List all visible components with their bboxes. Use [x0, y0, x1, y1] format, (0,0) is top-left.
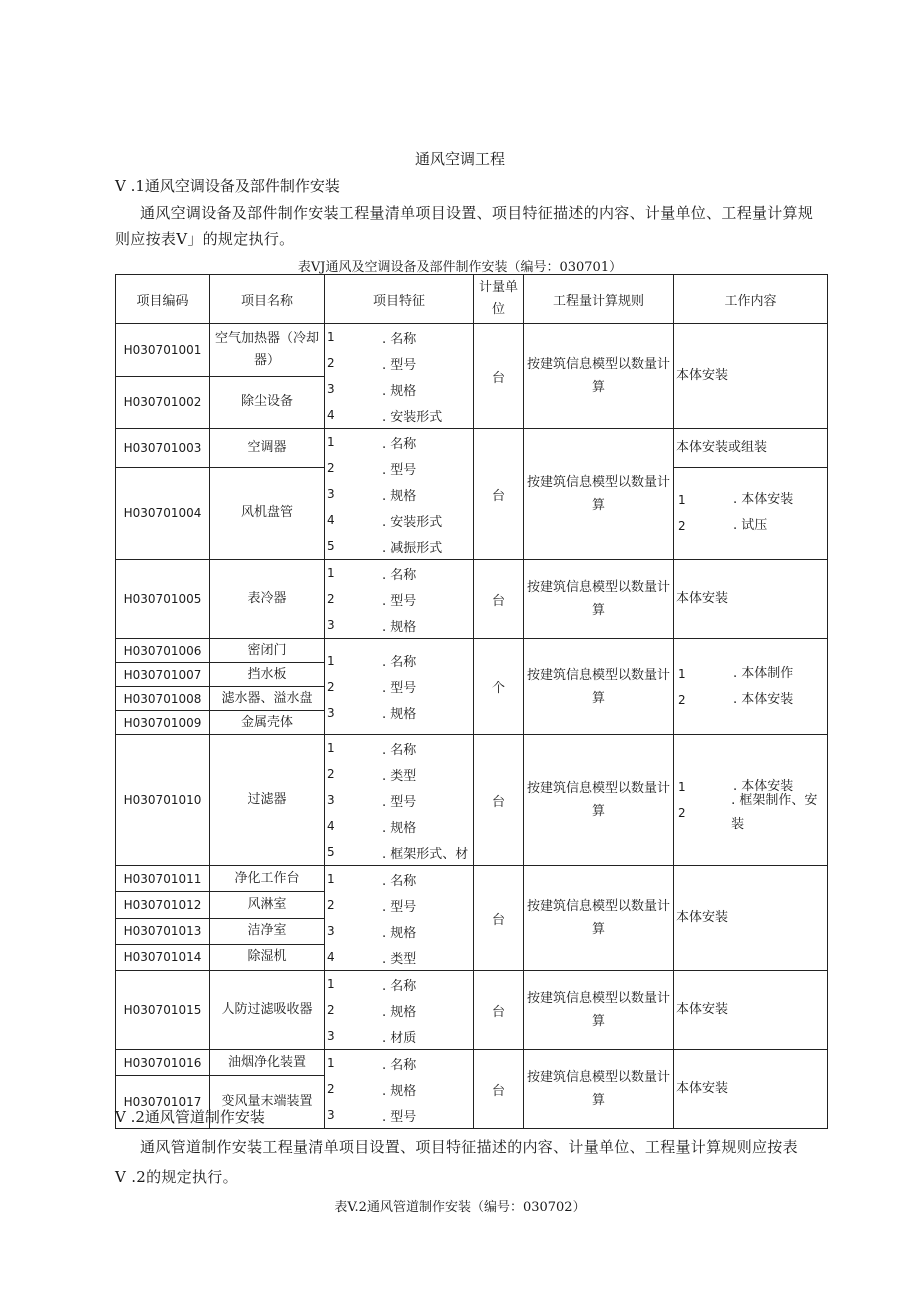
work-line [676, 793, 827, 832]
table1-caption: 表VJ通风及空调设备及部件制作安装（编号：030701） [297, 260, 623, 275]
feat-text: . 类型 [382, 951, 417, 967]
table-row [116, 429, 828, 468]
feat-line [325, 918, 473, 944]
item-work [674, 429, 828, 468]
work-text: . 本体安装 [733, 779, 794, 794]
feat-line [325, 1050, 473, 1076]
section2-heading: V .2通风管道制作安装 [115, 1108, 265, 1126]
feat-number: 4 [327, 513, 335, 527]
feat-number: 2 [327, 356, 335, 370]
work-text: 本体安装 [676, 591, 729, 606]
feat-text: . 规格 [382, 1083, 417, 1099]
section2-para-line2: V .2的规定执行。 [115, 1168, 238, 1186]
feat-text: . 名称 [382, 655, 417, 670]
feat-text: . 规格 [382, 488, 417, 504]
work-text: . 试压 [733, 518, 768, 534]
feat-text: . 名称 [382, 1057, 417, 1073]
item-name: 空调器 [210, 429, 325, 468]
item-code: H030701009 [116, 711, 210, 735]
feat-number: 2 [327, 1003, 335, 1017]
work-text: 本体安装 [676, 910, 729, 925]
table-row [116, 560, 828, 639]
feat-text: . 名称 [382, 436, 417, 452]
item-unit: 台 [474, 324, 524, 429]
feat-line [325, 735, 473, 761]
feat-text: . 名称 [382, 978, 417, 994]
feat-line [325, 1102, 473, 1128]
feat-line [325, 507, 473, 533]
work-text: 本体安装 [676, 1002, 729, 1017]
feat-number: 1 [327, 741, 335, 755]
header-code: 项目编码 [116, 275, 210, 324]
table-row [116, 866, 828, 892]
feat-line [325, 648, 473, 674]
feat-text: . 名称 [382, 873, 417, 889]
item-work [674, 971, 828, 1050]
item-features [325, 735, 474, 866]
feat-line [325, 376, 473, 402]
item-code: H030701016 [116, 1050, 210, 1076]
item-features [325, 560, 474, 639]
header-rule: 工程量计算规则 [524, 275, 674, 324]
work-text: 本体安装或组装 [676, 439, 768, 455]
work-number: 2 [678, 806, 686, 820]
item-work [674, 560, 828, 639]
item-code: H030701001 [116, 324, 210, 377]
item-work [674, 866, 828, 971]
feat-number: 2 [327, 592, 335, 606]
feat-line [325, 533, 473, 559]
feat-text: . 名称 [382, 331, 417, 347]
feat-line [325, 997, 473, 1023]
feat-line [325, 402, 473, 428]
item-name: 人防过滤吸收器 [210, 971, 325, 1050]
feat-number: 4 [327, 408, 335, 422]
feat-number: 4 [327, 819, 335, 833]
table-row [116, 971, 828, 1050]
item-features [325, 324, 474, 429]
item-name: 洁净室 [210, 918, 325, 944]
section1-heading: V .1通风空调设备及部件制作安装 [115, 177, 340, 195]
item-code: H030701013 [116, 918, 210, 944]
feat-number: 3 [327, 1029, 335, 1043]
feat-text: . 型号 [382, 899, 417, 915]
feat-line [325, 892, 473, 918]
item-work [674, 1050, 828, 1129]
feat-number: 1 [327, 872, 335, 886]
header-unit: 计量单 位 [474, 275, 524, 324]
feat-number: 2 [327, 679, 335, 694]
item-name: 净化工作台 [210, 866, 325, 892]
item-code: H030701004 [116, 467, 210, 559]
item-code: H030701012 [116, 892, 210, 918]
feat-line [325, 324, 473, 350]
item-code: H030701005 [116, 560, 210, 639]
feat-line [325, 429, 473, 455]
header-name: 项目名称 [210, 275, 325, 324]
item-code: H030701002 [116, 376, 210, 429]
feat-line [325, 761, 473, 787]
feat-line [325, 1023, 473, 1049]
feat-text: . 型号 [382, 794, 417, 810]
item-rule: 按建筑信息模型以数量计算 [524, 639, 674, 735]
item-work [674, 324, 828, 429]
item-unit: 台 [474, 735, 524, 866]
spec-table [115, 274, 828, 1129]
feat-number: 2 [327, 1082, 335, 1096]
feat-number: 3 [327, 382, 335, 396]
item-code: H030701006 [116, 639, 210, 663]
item-rule: 按建筑信息模型以数量计算 [524, 1050, 674, 1129]
item-rule: 按建筑信息模型以数量计算 [524, 429, 674, 560]
feat-text: . 框架形式、材 [382, 846, 469, 862]
work-number: 2 [678, 692, 686, 707]
item-name: 除尘设备 [210, 376, 325, 429]
feat-text: . 类型 [382, 768, 417, 784]
feat-line [325, 839, 473, 865]
item-unit: 台 [474, 866, 524, 971]
work-text: . 本体安装 [733, 492, 794, 508]
item-code: H030701008 [116, 687, 210, 711]
item-features [325, 1050, 474, 1129]
feat-text: . 型号 [382, 357, 417, 373]
item-rule: 按建筑信息模型以数量计算 [524, 324, 674, 429]
feat-text: . 名称 [382, 567, 417, 583]
feat-number: 1 [327, 435, 335, 449]
item-unit: 台 [474, 429, 524, 560]
feat-line [325, 350, 473, 376]
table-row [116, 1050, 828, 1076]
feat-number: 3 [327, 793, 335, 807]
feat-text: . 型号 [382, 681, 417, 696]
item-name: 表冷器 [210, 560, 325, 639]
feat-number: 1 [327, 653, 335, 668]
item-name: 过滤器 [210, 735, 325, 866]
table-row [116, 324, 828, 377]
item-name: 除湿机 [210, 944, 325, 970]
feat-line [325, 560, 473, 586]
work-line [676, 487, 827, 513]
feat-line [325, 813, 473, 839]
feat-text: . 型号 [382, 593, 417, 609]
work-text: . 本体制作 [733, 665, 794, 681]
item-name: 变风量末端装置 [210, 1076, 325, 1129]
work-line [676, 513, 827, 539]
feat-text: . 规格 [382, 383, 417, 399]
feat-number: 1 [327, 566, 335, 580]
item-name: 滤水器、溢水盘 [210, 687, 325, 711]
feat-number: 2 [327, 767, 335, 781]
work-line [676, 661, 827, 687]
feat-text: . 规格 [382, 820, 417, 836]
item-rule: 按建筑信息模型以数量计算 [524, 971, 674, 1050]
header-features: 项目特征 [325, 275, 474, 324]
feat-number: 5 [327, 539, 335, 553]
feat-line [325, 866, 473, 892]
section1-para-line1: 通风空调设备及部件制作安装工程量清单项目设置、项目特征描述的内容、计量单位、工程量计算规 [140, 204, 814, 222]
work-number: 1 [678, 666, 686, 681]
feat-line [325, 455, 473, 481]
work-number: 1 [678, 493, 686, 508]
item-features [325, 429, 474, 560]
work-text: 本体安装 [676, 368, 729, 383]
feat-line [325, 612, 473, 638]
work-text: . 本体安装 [733, 691, 794, 707]
feat-text: . 材质 [382, 1030, 417, 1046]
item-code: H030701014 [116, 944, 210, 970]
feat-text: . 规格 [382, 619, 417, 635]
item-unit: 台 [474, 1050, 524, 1129]
feat-number: 1 [327, 1056, 335, 1070]
feat-number: 3 [327, 618, 335, 632]
item-features [325, 971, 474, 1050]
item-name: 金属壳体 [210, 711, 325, 735]
table2-caption: 表V.2通风管道制作安装（编号：030702） [334, 1200, 586, 1215]
work-line [676, 687, 827, 713]
item-code: H030701010 [116, 735, 210, 866]
feat-text: . 安装形式 [382, 409, 443, 425]
feat-line [325, 1076, 473, 1102]
feat-number: 2 [327, 898, 335, 912]
item-unit: 台 [474, 560, 524, 639]
item-rule: 按建筑信息模型以数量计算 [524, 560, 674, 639]
item-features [325, 639, 474, 735]
table-row [116, 639, 828, 663]
header-work: 工作内容 [674, 275, 828, 324]
feat-text: . 规格 [382, 925, 417, 941]
feat-line [325, 787, 473, 813]
item-work [674, 467, 828, 559]
item-code: H030701011 [116, 866, 210, 892]
item-work [674, 639, 828, 735]
item-features [325, 866, 474, 971]
feat-number: 2 [327, 461, 335, 475]
item-code: H030701015 [116, 971, 210, 1050]
feat-text: . 安装形式 [382, 514, 443, 530]
feat-text: . 减振形式 [382, 540, 443, 556]
feat-number: 3 [327, 924, 335, 938]
feat-line [325, 586, 473, 612]
feat-line [325, 971, 473, 997]
feat-number: 3 [327, 1108, 335, 1122]
feat-line [325, 944, 473, 970]
table-header-row [116, 275, 828, 324]
item-rule: 按建筑信息模型以数量计算 [524, 735, 674, 866]
doc-title: 通风空调工程 [414, 150, 505, 168]
item-name: 密闭门 [210, 639, 325, 663]
item-code: H030701003 [116, 429, 210, 468]
item-name: 挡水板 [210, 663, 325, 687]
item-rule: 按建筑信息模型以数量计算 [524, 866, 674, 971]
work-number: 2 [678, 519, 686, 534]
item-name: 油烟净化装置 [210, 1050, 325, 1076]
item-code: H030701017 [116, 1076, 210, 1129]
table-row [116, 735, 828, 866]
item-work [674, 735, 828, 866]
feat-text: . 名称 [382, 742, 417, 758]
feat-number: 4 [327, 950, 335, 964]
feat-line [325, 481, 473, 507]
feat-number: 1 [327, 977, 335, 991]
section2-para-line1: 通风管道制作安装工程量清单项目设置、项目特征描述的内容、计量单位、工程量计算规则应按表 [140, 1138, 798, 1156]
item-name: 空气加热器（冷却器） [210, 324, 325, 377]
item-unit: 台 [474, 971, 524, 1050]
feat-text: . 型号 [382, 462, 417, 478]
feat-line [325, 700, 473, 726]
item-code: H030701007 [116, 663, 210, 687]
feat-line [325, 674, 473, 700]
item-name: 风淋室 [210, 892, 325, 918]
item-name: 风机盘管 [210, 467, 325, 559]
feat-text: . 规格 [382, 707, 417, 722]
feat-number: 3 [327, 705, 335, 720]
feat-text: . 规格 [382, 1004, 417, 1020]
work-text: . 框架制作、安装 [731, 793, 818, 832]
work-number: 1 [678, 780, 686, 794]
work-text: 本体安装 [676, 1081, 729, 1096]
feat-number: 1 [327, 330, 335, 344]
feat-number: 3 [327, 487, 335, 501]
item-unit: 个 [474, 639, 524, 735]
feat-text: . 型号 [382, 1109, 417, 1125]
feat-number: 5 [327, 845, 335, 859]
section1-para-line2: 则应按表V」的规定执行。 [115, 230, 295, 248]
